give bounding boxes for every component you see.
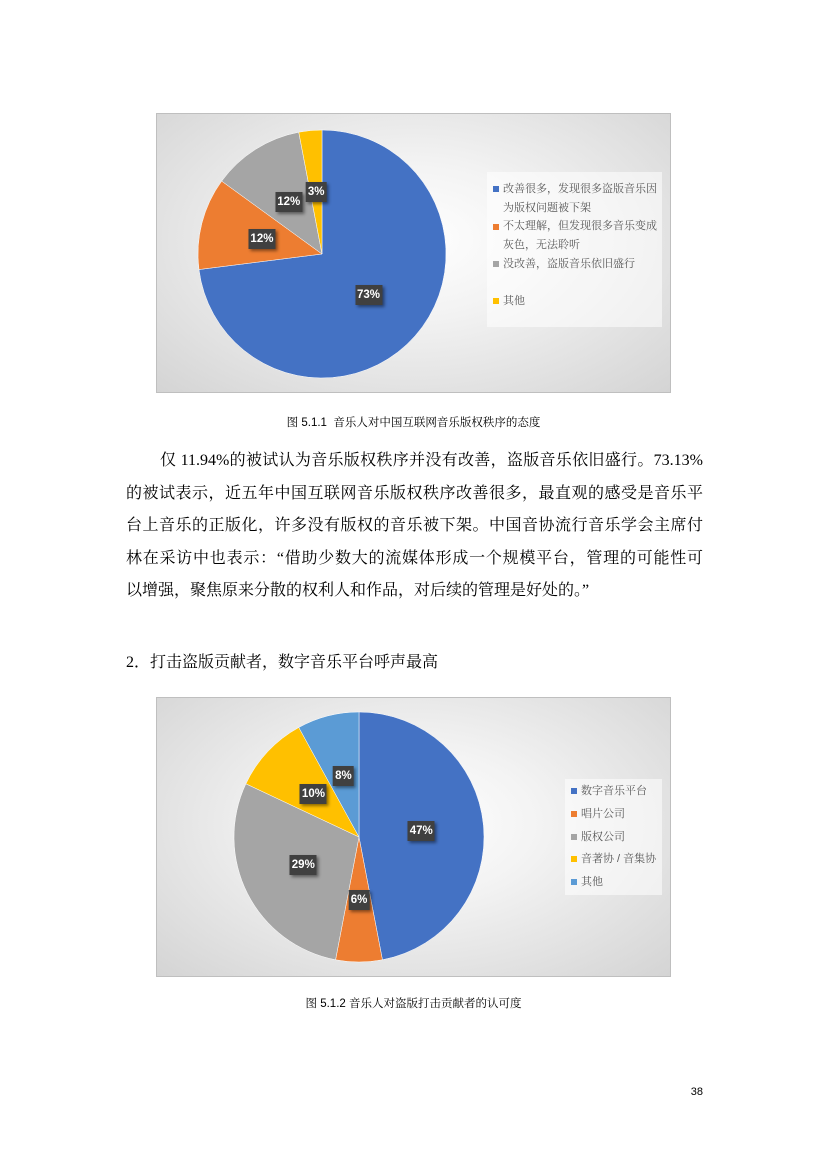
- legend-item: [493, 255, 662, 292]
- data-label-1: 73%: [355, 285, 382, 305]
- chart-legend: [487, 172, 662, 327]
- legend-marker: [493, 224, 499, 230]
- legend-marker: [493, 186, 499, 192]
- data-label-5: 8%: [333, 766, 354, 786]
- legend-marker: [571, 879, 577, 885]
- legend-label: 其他: [581, 876, 603, 888]
- paragraph-line: 的被试表示，近五年中国互联网音乐版权秩序改善很多，最直观的感受是音乐平: [126, 484, 703, 502]
- legend-item: [493, 217, 662, 254]
- pie-slice-1: [359, 712, 484, 960]
- figure-caption: 图 5.1.2 音乐人对盗版打击贡献者的认可度: [305, 998, 522, 1010]
- paragraph-line: 仅 11.94%的被试认为音乐版权秩序并没有改善，盗版音乐依旧盛行。73.13%: [160, 452, 703, 469]
- data-label-2: 6%: [349, 890, 370, 910]
- paragraph-line: 以增强，聚焦原来分散的权利人和作品，对后续的管理是好处的。”: [126, 582, 590, 599]
- page-number: 38: [690, 1086, 703, 1098]
- legend-label: 改善很多，发现很多盗版音乐因为版权问题被下架: [503, 183, 657, 214]
- legend-marker: [571, 788, 577, 794]
- data-label-3: 12%: [275, 192, 302, 212]
- data-label-4: 10%: [300, 784, 327, 804]
- legend-item: [571, 848, 662, 871]
- legend-item: [571, 826, 662, 849]
- legend-label: 没改善，盗版音乐依旧盛行: [503, 257, 635, 270]
- legend-item: [571, 780, 662, 803]
- legend-label: 其他: [503, 294, 525, 307]
- legend-marker: [493, 261, 499, 267]
- legend-item: [571, 803, 662, 826]
- data-label-3: 29%: [290, 855, 317, 875]
- pie-chart-anti-piracy-contributors: [156, 697, 671, 977]
- legend-label: 唱片公司: [581, 807, 625, 820]
- body-paragraph: [126, 445, 703, 608]
- chart-legend: [565, 779, 662, 895]
- paragraph-line: 林在采访中也表示：“借助少数大的流媒体形成一个规模平台，管理的可能性可: [126, 549, 703, 567]
- pie-chart-copyright-order-attitude: [156, 113, 671, 393]
- figure-caption: 图 5.1.1 音乐人对中国互联网音乐版权秩序的态度: [286, 417, 541, 429]
- legend-item: [493, 292, 662, 329]
- legend-label: 版权公司: [581, 830, 625, 843]
- legend-label: 数字音乐平台: [581, 785, 647, 797]
- data-label-4: 3%: [306, 182, 327, 202]
- legend-marker: [493, 298, 499, 304]
- data-label-1: 47%: [408, 821, 435, 841]
- legend-item: [571, 871, 662, 894]
- data-label-2: 12%: [248, 229, 275, 249]
- paragraph-line: 台上音乐的正版化，许多没有版权的音乐被下架。中国音协流行音乐学会主席付: [126, 517, 703, 534]
- legend-marker: [571, 856, 577, 862]
- legend-item: [493, 180, 662, 217]
- legend-label: 音著协 / 音集协: [581, 853, 657, 866]
- legend-marker: [571, 811, 577, 817]
- legend-marker: [571, 834, 577, 840]
- section-heading: 2．打击盗版贡献者，数字音乐平台呼声最高: [126, 654, 439, 671]
- legend-label: 不太理解，但发现很多音乐变成灰色，无法聆听: [503, 220, 657, 251]
